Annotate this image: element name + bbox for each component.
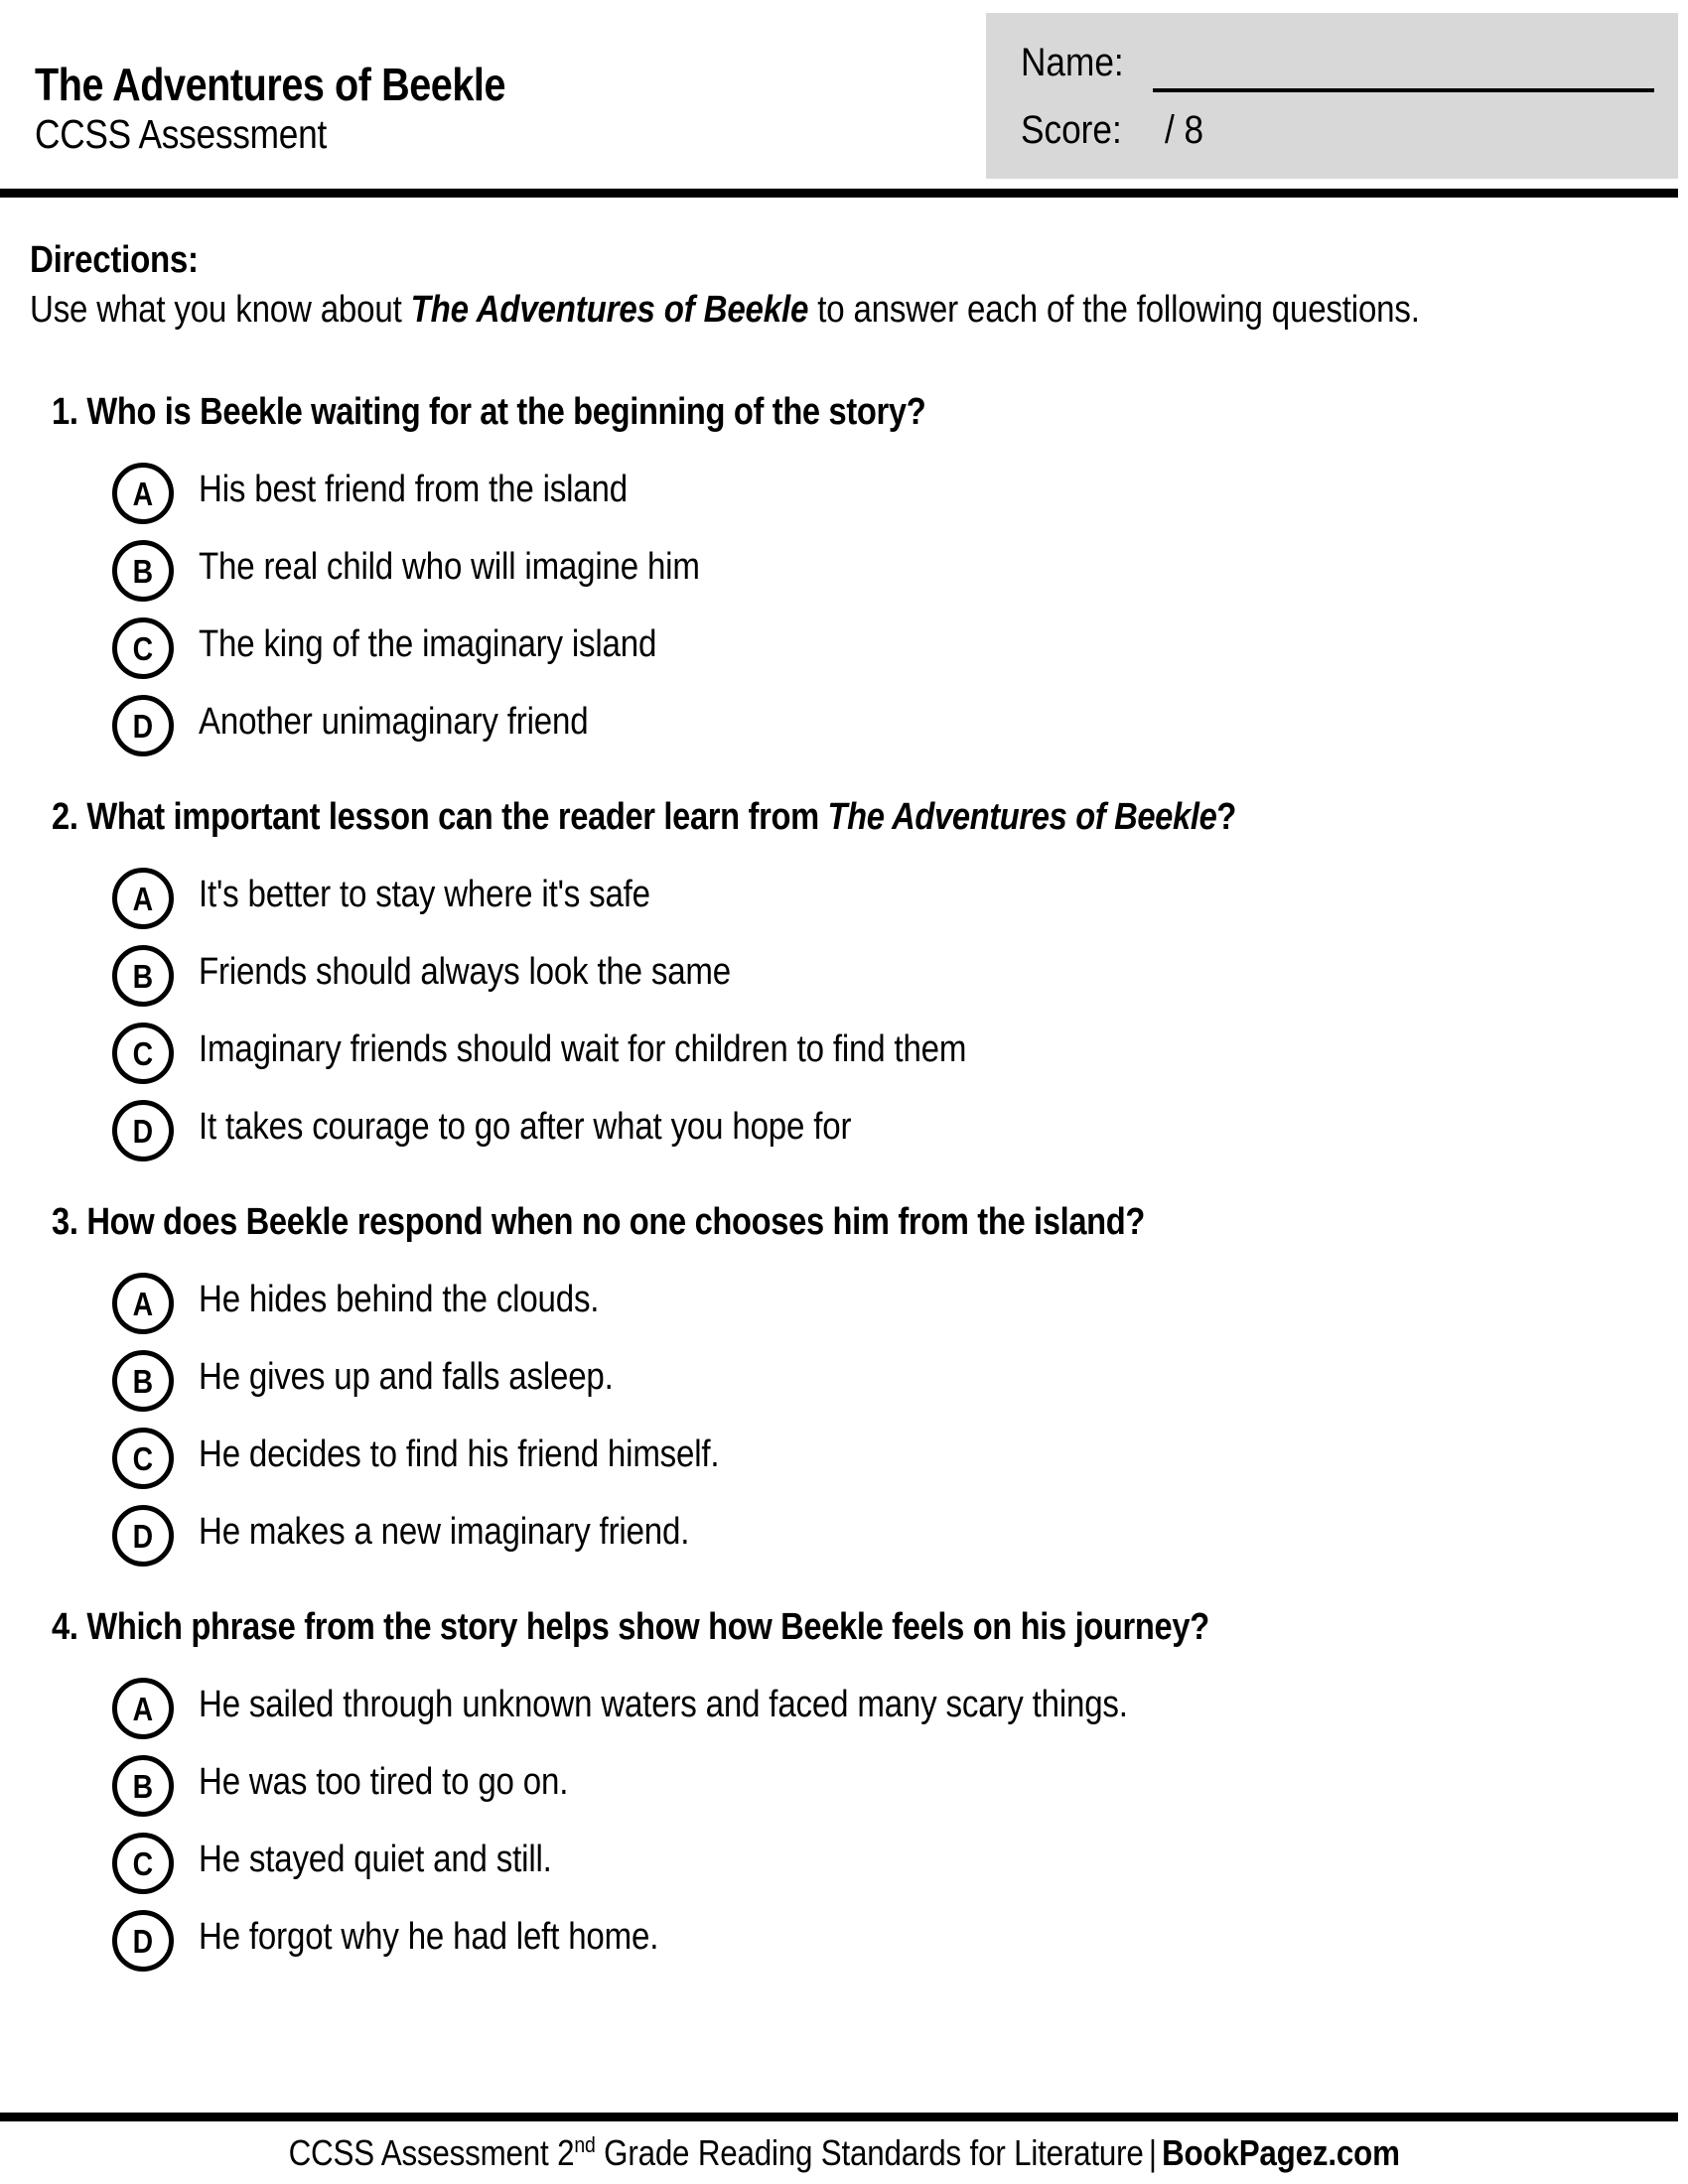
answer-bubble-icon[interactable] xyxy=(112,1678,174,1739)
answer-text: He hides behind the clouds. xyxy=(199,1279,600,1320)
answer-text: He was too tired to go on. xyxy=(199,1761,569,1803)
question-number: 3. xyxy=(52,1201,78,1243)
answer-text: He forgot why he had left home. xyxy=(199,1916,659,1958)
answer-letter: D xyxy=(132,707,154,745)
name-score-box xyxy=(986,13,1678,179)
answer-letter: C xyxy=(132,629,154,667)
directions-heading: Directions: xyxy=(30,239,199,281)
answer-option[interactable] xyxy=(0,864,1688,941)
footer-divider: | xyxy=(1148,2132,1157,2173)
answer-text: Imaginary friends should wait for children to find them xyxy=(199,1028,967,1070)
footer xyxy=(0,2132,1688,2174)
question-number: 1. xyxy=(52,391,78,433)
answer-bubble-icon[interactable] xyxy=(112,617,174,679)
answer-letter: D xyxy=(132,1517,154,1555)
answer-text: Another unimaginary friend xyxy=(199,701,589,743)
answer-option[interactable] xyxy=(0,1269,1688,1346)
answer-option[interactable] xyxy=(0,1019,1688,1096)
answer-option[interactable] xyxy=(0,941,1688,1019)
header-divider-rule xyxy=(0,189,1678,198)
answer-letter: A xyxy=(132,475,154,512)
answer-text: It's better to stay where it's safe xyxy=(199,874,650,915)
answer-bubble-icon[interactable] xyxy=(112,1833,174,1894)
directions-text-before: Use what you know about xyxy=(30,289,411,331)
question-block xyxy=(0,1197,1688,1578)
question-stem-text: How does Beekle respond when no one chooses him from the island? xyxy=(86,1201,1146,1243)
question-stem-text: What important lesson can the reader learn from xyxy=(86,796,828,838)
footer-text-before: CCSS Assessment 2 xyxy=(288,2132,575,2173)
answer-bubble-icon[interactable] xyxy=(112,1910,174,1972)
question-number: 4. xyxy=(52,1606,78,1648)
answer-bubble-icon[interactable] xyxy=(112,695,174,756)
footer-superscript: nd xyxy=(574,2132,596,2157)
answer-bubble-icon[interactable] xyxy=(112,540,174,602)
answer-bubble-icon[interactable] xyxy=(112,1023,174,1084)
questions-list xyxy=(0,387,1688,2007)
question-stem xyxy=(52,387,1459,437)
page-title: The Adventures of Beekle xyxy=(35,59,506,110)
question-stem xyxy=(52,1602,1459,1652)
answer-text: It takes courage to go after what you hope for xyxy=(199,1106,852,1148)
answer-letter: D xyxy=(132,1112,154,1150)
answer-text: He sailed through unknown waters and faced many scary things. xyxy=(199,1684,1128,1725)
answer-option[interactable] xyxy=(0,1674,1688,1751)
answer-text: He decides to find his friend himself. xyxy=(199,1433,720,1475)
answer-bubble-icon[interactable] xyxy=(112,1100,174,1161)
answer-bubble-icon[interactable] xyxy=(112,463,174,524)
directions-text-after: to answer each of the following questions. xyxy=(808,289,1420,331)
question-stem xyxy=(52,1197,1459,1247)
answer-text: Friends should always look the same xyxy=(199,951,732,993)
answer-text: His best friend from the island xyxy=(199,469,628,510)
name-label: Name: xyxy=(1021,41,1124,84)
directions-section xyxy=(30,238,1658,332)
answer-bubble-icon[interactable] xyxy=(112,1428,174,1489)
answer-letter: B xyxy=(132,552,154,590)
answer-text: The real child who will imagine him xyxy=(199,546,700,588)
answer-options xyxy=(0,1269,1688,1578)
footer-divider-rule xyxy=(0,2113,1678,2121)
answer-option[interactable] xyxy=(0,1096,1688,1173)
name-write-in-line[interactable] xyxy=(1153,88,1654,92)
question-stem-text: Who is Beekle waiting for at the beginning of the story? xyxy=(86,391,926,433)
answer-bubble-icon[interactable] xyxy=(112,1273,174,1334)
answer-bubble-icon[interactable] xyxy=(112,1505,174,1567)
answer-letter: C xyxy=(132,1034,154,1072)
directions-book-title: The Adventures of Beekle xyxy=(410,289,809,331)
answer-bubble-icon[interactable] xyxy=(112,1350,174,1412)
page-subtitle: CCSS Assessment xyxy=(35,111,327,157)
answer-text: The king of the imaginary island xyxy=(199,623,657,665)
score-label: Score: xyxy=(1021,108,1122,152)
question-stem xyxy=(52,792,1459,842)
answer-letter: B xyxy=(132,1767,154,1805)
answer-option[interactable] xyxy=(0,1751,1688,1829)
answer-option[interactable] xyxy=(0,614,1688,691)
answer-option[interactable] xyxy=(0,1501,1688,1578)
answer-option[interactable] xyxy=(0,1829,1688,1906)
answer-option[interactable] xyxy=(0,1346,1688,1424)
footer-brand[interactable]: BookPagez.com xyxy=(1161,2132,1400,2173)
question-stem-text: Which phrase from the story helps show how Beekle feels on his journey? xyxy=(86,1606,1209,1648)
answer-option[interactable] xyxy=(0,1906,1688,1983)
answer-letter: B xyxy=(132,957,154,995)
answer-bubble-icon[interactable] xyxy=(112,868,174,929)
answer-letter: C xyxy=(132,1844,154,1882)
footer-text-after: Grade Reading Standards for Literature xyxy=(595,2132,1144,2173)
question-block xyxy=(0,792,1688,1173)
question-stem-text-after: ? xyxy=(1216,796,1237,838)
answer-options xyxy=(0,459,1688,768)
question-block xyxy=(0,1602,1688,1983)
answer-options xyxy=(0,864,1688,1173)
answer-options xyxy=(0,1674,1688,1983)
answer-letter: A xyxy=(132,1690,154,1727)
answer-letter: C xyxy=(132,1439,154,1477)
page-header xyxy=(0,0,1688,189)
answer-letter: B xyxy=(132,1362,154,1400)
answer-option[interactable] xyxy=(0,459,1688,536)
answer-letter: A xyxy=(132,1285,154,1322)
answer-text: He gives up and falls asleep. xyxy=(199,1356,614,1398)
score-total: / 8 xyxy=(1165,108,1204,152)
answer-option[interactable] xyxy=(0,691,1688,768)
answer-option[interactable] xyxy=(0,1424,1688,1501)
answer-letter: A xyxy=(132,880,154,917)
answer-text: He stayed quiet and still. xyxy=(199,1839,552,1880)
answer-letter: D xyxy=(132,1922,154,1960)
answer-option[interactable] xyxy=(0,536,1688,614)
answer-bubble-icon[interactable] xyxy=(112,945,174,1007)
question-block xyxy=(0,387,1688,768)
answer-text: He makes a new imaginary friend. xyxy=(199,1511,690,1553)
answer-bubble-icon[interactable] xyxy=(112,1755,174,1817)
question-stem-book-title: The Adventures of Beekle xyxy=(827,796,1217,838)
question-number: 2. xyxy=(52,796,78,838)
directions-text xyxy=(30,288,1447,332)
